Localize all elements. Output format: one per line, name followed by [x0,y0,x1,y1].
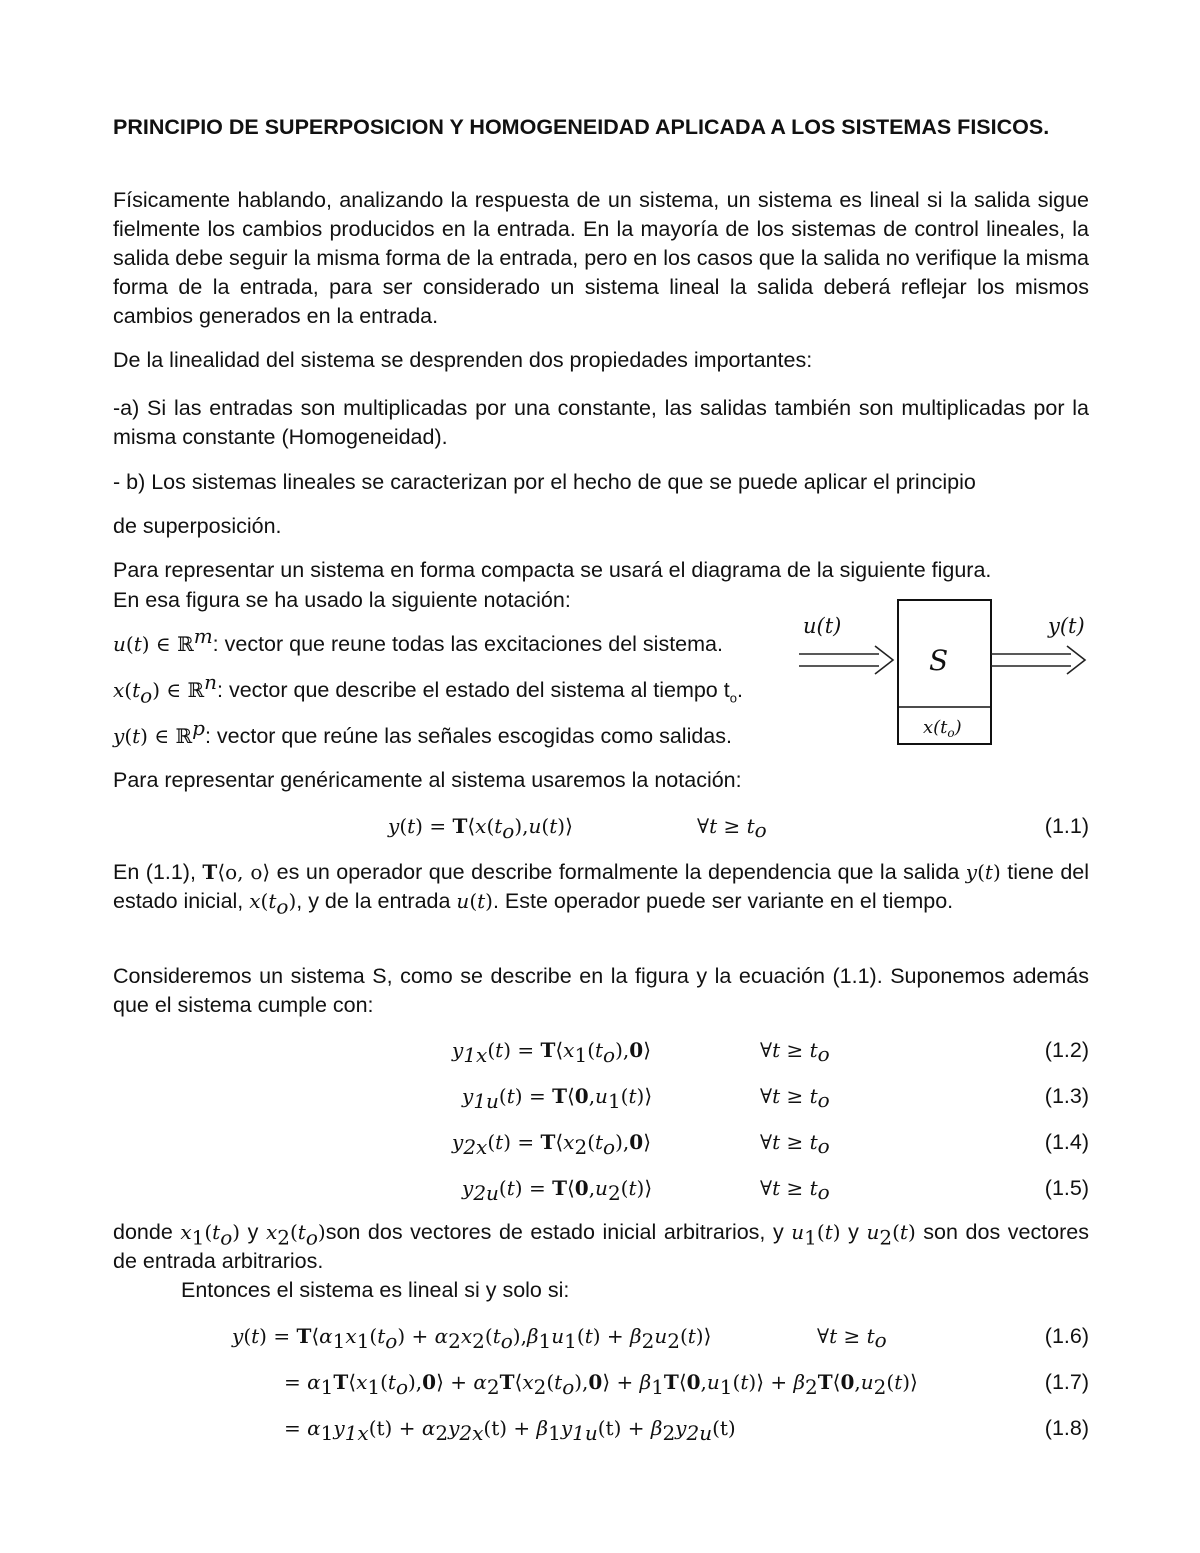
condition-1-5: ∀t ≥ $t_o$ [760,1176,830,1205]
input-arrow [799,646,893,674]
paragraph-properties-intro: De la linealidad del sistema se desprenden dos propiedades importantes: [113,348,813,372]
equation-number: (1.3) [1044,1084,1089,1108]
system-block-diagram [795,598,1095,748]
equation-number: (1.6) [1044,1324,1089,1348]
equation-number: (1.2) [1044,1038,1089,1062]
paragraph-superposition-line2: de superposición. [113,514,282,538]
condition-1-2: ∀t ≥ $t_o$ [760,1038,830,1067]
paragraph-notation-intro: Para representar genéricamente al sistema usaremos la notación: [113,768,742,792]
page-title: PRINCIPIO DE SUPERPOSICION Y HOMOGENEIDAD APLICADA A LOS SISTEMAS FISICOS. [113,115,1050,139]
output-arrow [991,646,1085,674]
paragraph-representation-line2: En esa figura se ha usado la siguiente notación: [113,588,571,612]
paragraph-linearity-definition: Físicamente hablando, analizando la respuesta de un sistema, un sistema es lineal si la salida sigue fielmente los cambios producidos en la entrada. En la mayoría de los sistemas de control lineales, la salida debe seguir la misma forma de la entrada, pero en los casos que la salida no verifique la misma forma de la entrada, para ser considerado un sistema lineal la salida deberá reflejar los mismos cambios generados en la entrada. [113,188,1089,328]
paragraph-arbitrary-vectors: donde $x_1(t_o)$ y $x_2(t_o)son$ dos vectores de estado inicial arbitrarios, y $u_1(t)$ y $u_2(t)$ son dos vectores de entrada arbitrarios. [113,1220,1090,1273]
condition-1-6: ∀t ≥ $t_o$ [817,1324,887,1353]
condition-1-3: ∀t ≥ $t_o$ [760,1084,830,1113]
equation-1-1: $y(t) = T⟨x(t_o),u(t)⟩$ [388,814,573,843]
paragraph-homogeneity: -a) Si las entradas son multiplicadas por una constante, las salidas también son multiplicadas por la misma constante (Homogeneidad). [113,396,1089,449]
equation-1-2: $y_{1x}(t)$ = $T⟨x_1(t_o),0⟩$ [452,1038,651,1067]
notation-input: u(t) ∈ ℝ$^m$: vector que reune todas las excitaciones del sistema. [113,623,723,656]
equation-1-8: = $\alpha_1y_{1x}(t) + \alpha_2y_{2x}(t) + \beta_1y_{1u}(t) + \beta_2y_{2u}(t)$ [284,1416,736,1445]
condition-1-4: ∀t ≥ $t_o$ [760,1130,830,1159]
output-label: y(t) [1048,614,1085,638]
paragraph-operator-description: En (1.1), T⟨o, o⟩ es un operador que describe formalmente la dependencia que la salida y(t) tiene del estado inicial, $x(t_o)$, y de la entrada u(t). Este operador puede ser variante en el tiempo. [113,860,1090,919]
paragraph-representation-line1: Para representar un sistema en forma compacta se usará el diagrama de la siguiente figura. [113,558,992,582]
paragraph-system-s: Consideremos un sistema S, como se describe en la figura y la ecuación (1.1). Suponemos además que el sistema cumple con: [113,964,1089,1017]
equation-number: (1.8) [1044,1416,1089,1440]
equation-1-3: $y_{1u}(t)$ = $T⟨0,u_1(t)⟩$ [462,1084,653,1113]
equation-1-4: $y_{2x}(t)$ = $T⟨x_2(t_o),0⟩$ [452,1130,651,1159]
notation-state: $x(t_o)$ ∈ ℝ$^n$: vector que describe el estado del sistema al tiempo $t_o$. [113,669,743,708]
equation-number: (1.1) [1044,814,1089,838]
equation-1-5: $y_{2u}(t)$ = $T⟨0,u_2(t)⟩$ [462,1176,653,1205]
input-label: u(t) [803,614,842,638]
equation-1-6: $y(t) = T⟨\alpha_1x_1(t_o) + \alpha_2x_2(t_o),\beta_1u_1(t)$ + $\beta_2u_2(t)⟩$ [232,1324,712,1353]
equation-1-7: = $\alpha_1T⟨x_1(t_o),0⟩$ + $\alpha_2T⟨x_2(t_o),0⟩$ + $\beta_1T⟨0,u_1(t)⟩$ + $\beta_2T⟨0,u_2(t)⟩$ [284,1370,918,1399]
notation-output: y(t) ∈ ℝ$^p$: vector que reúne las señales escogidas como salidas. [113,715,732,748]
equation-number: (1.5) [1044,1176,1089,1200]
paragraph-linearity-condition: Entonces el sistema es lineal si y solo si: [181,1278,570,1302]
paragraph-superposition-line1: - b) Los sistemas lineales se caracterizan por el hecho de que se puede aplicar el principio [113,470,976,494]
equation-number: (1.4) [1044,1130,1089,1154]
equation-number: (1.7) [1044,1370,1089,1394]
condition-1-1: ∀t ≥ $t_o$ [697,814,767,843]
block-label: S [929,644,949,677]
state-label: $x(t_o)$ [923,717,962,740]
